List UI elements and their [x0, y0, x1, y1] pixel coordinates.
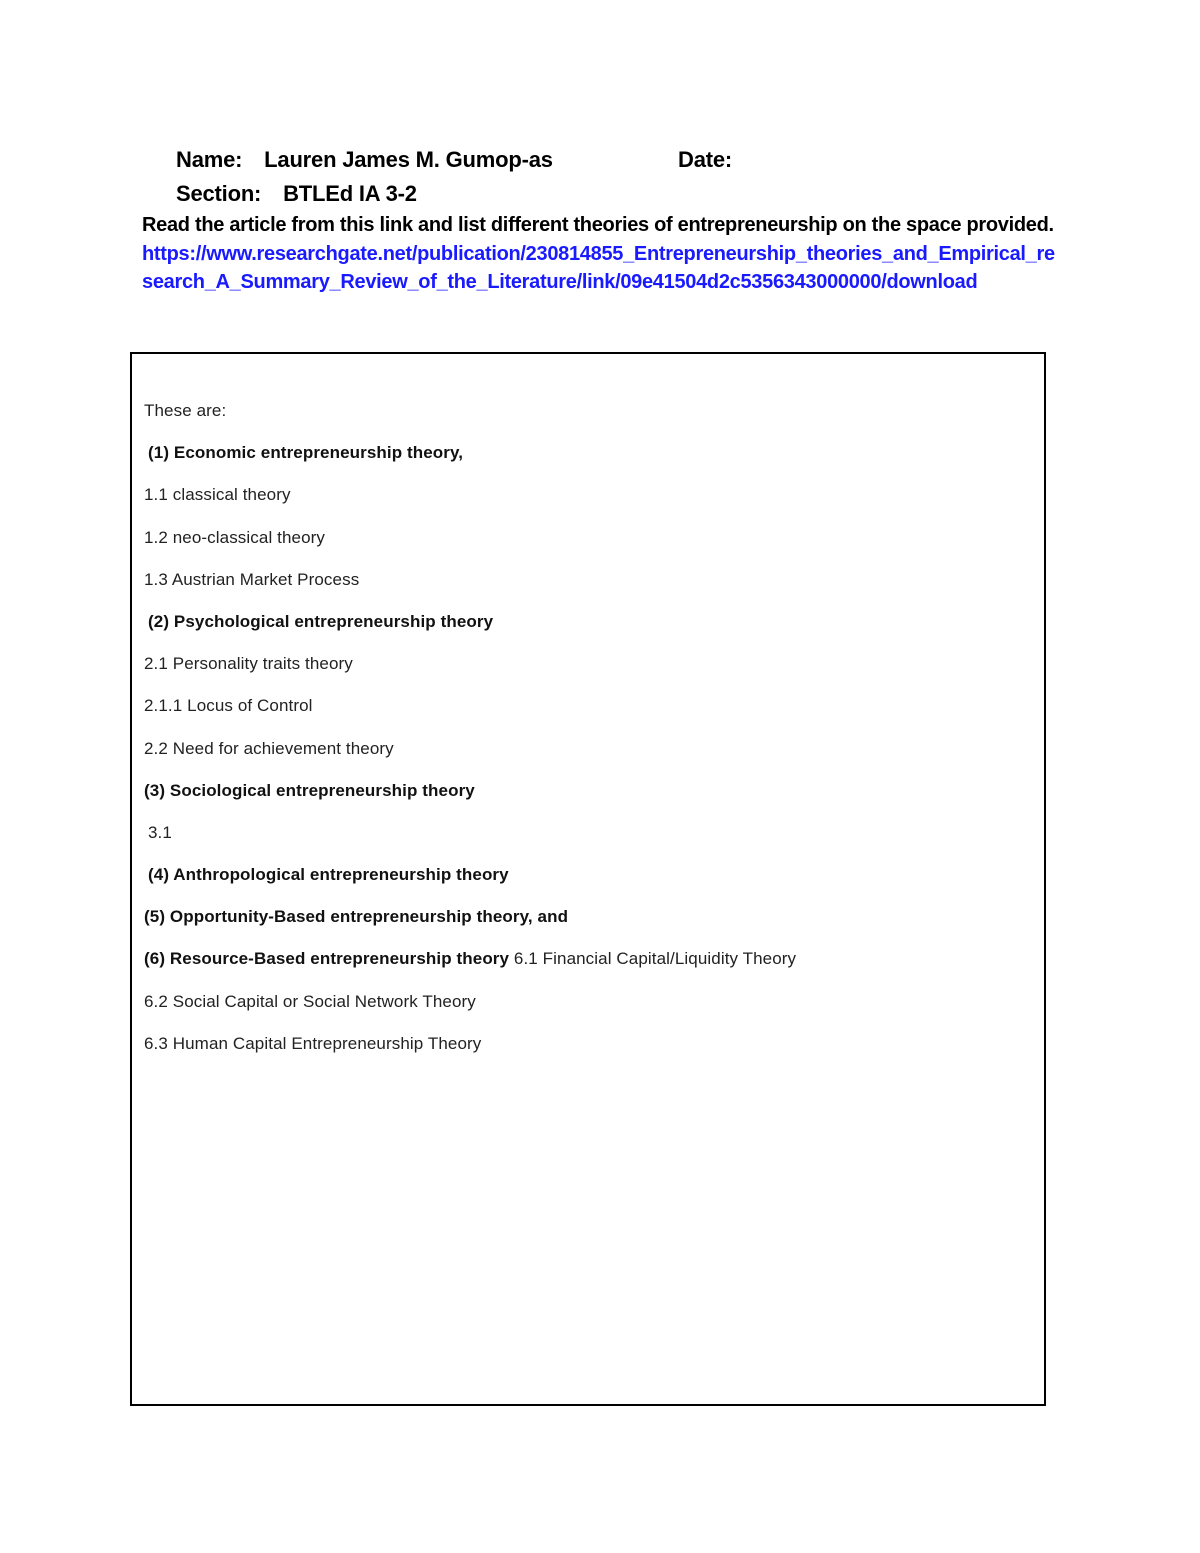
theory-heading-text: (6) Resource-Based entrepreneurship theory [144, 949, 510, 969]
instructions [142, 211, 1062, 297]
answer-box [130, 352, 1046, 1406]
section-field [176, 181, 417, 207]
name-field [176, 147, 553, 173]
theory-heading-opportunity [144, 906, 1024, 948]
theory-heading-sociological [144, 780, 1024, 822]
subtheory-item: 2.1.1 Locus of Control [144, 696, 313, 716]
subtheory-inline: 6.1 Financial Capital/Liquidity Theory [513, 949, 797, 969]
answer-intro: These are: [144, 401, 227, 420]
theory-heading-text: (1) Economic entrepreneurship theory, [148, 443, 464, 463]
subtheory-item: 2.1 Personality traits theory [144, 654, 353, 674]
subtheory-item: 1.1 classical theory [144, 485, 291, 505]
section-label: Section: [176, 181, 262, 206]
date-label: Date: [678, 147, 733, 172]
theory-heading-text: (4) Anthropological entrepreneurship theory [148, 865, 509, 885]
theory-heading-text: (2) Psychological entrepreneurship theory [148, 611, 494, 631]
answer-list [144, 400, 1024, 1075]
name-value: Lauren James M. Gumop-as [264, 147, 553, 172]
theory-heading-resource [144, 948, 1024, 990]
subtheory-item: 3.1 [148, 822, 172, 842]
theory-heading-anthropological [144, 864, 1024, 906]
subtheory-item: 1.2 neo-classical theory [144, 527, 325, 547]
subtheory-item: 2.2 Need for achievement theory [144, 738, 394, 758]
subtheory-item: 1.3 Austrian Market Process [144, 569, 360, 589]
name-label: Name: [176, 147, 243, 172]
theory-heading-text: (5) Opportunity-Based entrepreneurship theory, and [144, 907, 569, 927]
section-value: BTLEd IA 3-2 [283, 181, 417, 206]
instructions-text: Read the article from this link and list different theories of entrepreneurship on the space provided. [142, 214, 1054, 236]
date-field [678, 147, 732, 173]
theory-heading-economic [144, 442, 1024, 484]
subtheory-item: 6.2 Social Capital or Social Network Theory [144, 991, 476, 1011]
article-link[interactable]: https://www.researchgate.net/publication/230814855_Entrepreneurship_theories_and_Empirical_research_A_Summary_Review_of_the_Literature/link/09e41504d2c5356343000000/download [142, 242, 1055, 293]
theory-heading-text: (3) Sociological entrepreneurship theory [144, 780, 475, 800]
subtheory-item: 6.3 Human Capital Entrepreneurship Theory [144, 1033, 482, 1053]
theory-heading-psychological [144, 611, 1024, 653]
